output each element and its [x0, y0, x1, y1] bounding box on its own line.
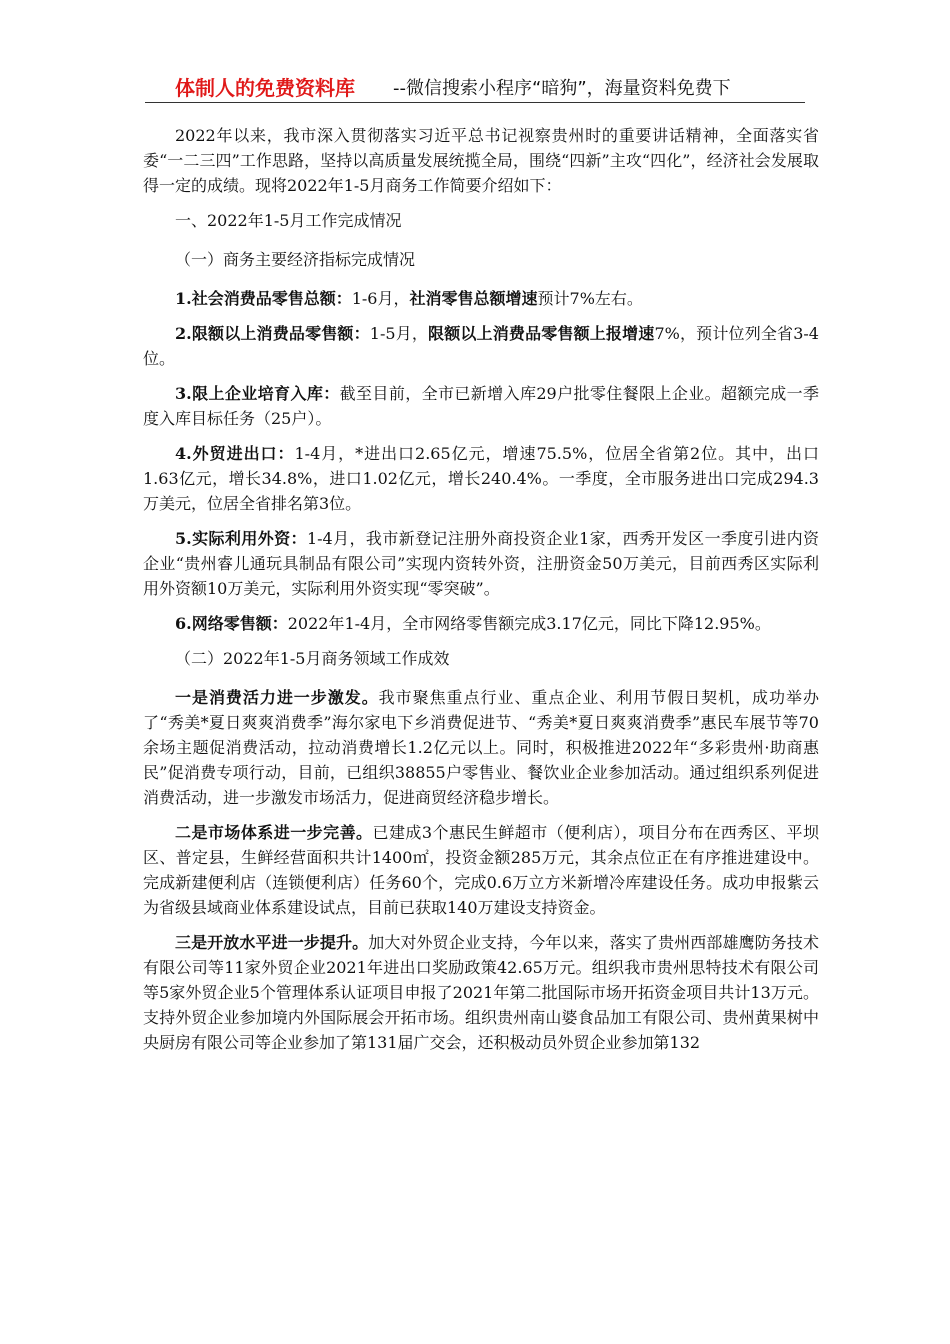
achievement-market-system [143, 820, 819, 920]
site-name: 体制人的免费资料库 [175, 76, 355, 100]
indicator-text: 7%，预计位列全省3-4位。 [143, 324, 819, 368]
achievement-label: 二是市场体系进一步完善。 [175, 823, 373, 842]
indicator-item-online-retail [143, 611, 819, 636]
subsection-title-indicators: （一）商务主要经济指标完成情况 [175, 250, 416, 269]
indicator-text: 截至目前，全市已新增入库29户批零住餐限上企业。超额完成一季度入库目标任务（25户）。 [143, 384, 819, 428]
achievement-consumption [143, 685, 819, 810]
indicator-item-foreign-trade [143, 441, 819, 516]
indicator-text: 1-6月， [351, 289, 410, 308]
achievement-text: 我市聚焦重点行业、重点企业、利用节假日契机，成功举办了“秀美*夏日爽爽消费季”海尔家电下乡消费促进节、“秀美*夏日爽爽消费季”惠民车展节等70余场主题促消费活动，拉动消费增长1.2亿元以上。同时，积极推进2022年“多彩贵州·助商惠民”促消费专项行动，目前，已组织38855户零售业、餐饮业企业参加活动。通过组织系列促进消费活动，进一步激发市场活力，促进商贸经济稳步增长。 [143, 688, 819, 807]
indicator-label: 4.外贸进出口： [175, 444, 295, 463]
indicator-text: 1-4月，我市新登记注册外商投资企业1家，西秀开发区一季度引进内资企业“贵州睿儿通玩具制品有限公司”实现内资转外资，注册资金50万美元，目前西秀区实际利用外资额10万美元，实际利用外资实现“零突破”。 [143, 529, 819, 598]
subsection-title-achievements: （二）2022年1-5月商务领域工作成效 [175, 649, 450, 668]
indicator-item-retail-sales [143, 286, 819, 311]
document-body [143, 123, 819, 1065]
page-header [145, 68, 805, 103]
achievement-opening-up [143, 930, 819, 1055]
indicator-label: 6.网络零售额： [175, 614, 288, 633]
achievement-label: 三是开放水平进一步提升。 [175, 933, 369, 952]
indicator-item-foreign-investment [143, 526, 819, 601]
indicator-bold-text: 社消零售总额增速 [409, 289, 538, 308]
achievement-label: 一是消费活力进一步激发。 [175, 688, 379, 707]
indicator-text: 预计7%左右。 [537, 289, 643, 308]
section-title: 一、2022年1-5月工作完成情况 [175, 211, 402, 230]
indicator-text: 1-4月，*进出口2.65亿元，增速75.5%，位居全省第2位。其中，出口1.63亿元，增长34.8%，进口1.02亿元，增长240.4%。一季度，全市服务进出口完成294.3万美元，位居全省排名第3位。 [143, 444, 819, 513]
indicator-label: 5.实际利用外资： [175, 529, 307, 548]
indicator-text: 2022年1-4月，全市网络零售额完成3.17亿元，同比下降12.95%。 [287, 614, 771, 633]
indicator-bold-text: 限额以上消费品零售额上报增速 [428, 324, 655, 343]
indicator-item-enterprise-cultivation [143, 381, 819, 431]
achievement-text: 已建成3个惠民生鲜超市（便利店），项目分布在西秀区、平坝区、普定县，生鲜经营面积共计1400㎡，投资金额285万元，其余点位正在有序推进建设中。完成新建便利店（连锁便利店）任务60个，完成0.6万立方米新增冷库建设任务。成功申报紫云为省级县域商业体系建设试点，目前已获取140万建设支持资金。 [143, 823, 819, 917]
indicator-label: 2.限额以上消费品零售额： [175, 324, 370, 343]
header-tagline: --微信搜索小程序“暗狗”，海量资料免费下 [393, 78, 731, 99]
indicator-item-above-quota-sales [143, 321, 819, 371]
indicator-text: 1-5月， [369, 324, 429, 343]
intro-paragraph: 2022年以来，我市深入贯彻落实习近平总书记视察贵州时的重要讲话精神，全面落实省委“一二三四”工作思路，坚持以高质量发展统揽全局，围绕“四新”主攻“四化”，经济社会发展取得一定的成绩。现将2022年1-5月商务工作简要介绍如下： [143, 126, 819, 195]
achievement-text: 加大对外贸企业支持，今年以来，落实了贵州西部雄鹰防务技术有限公司等11家外贸企业2021年进出口奖励政策42.65万元。组织我市贵州思特技术有限公司等5家外贸企业5个管理体系认证项目申报了2021年第二批国际市场开拓资金项目共计13万元。支持外贸企业参加境内外国际展会开拓市场。组织贵州南山婆食品加工有限公司、贵州黄果树中央厨房有限公司等企业参加了第131届广交会，还积极动员外贸企业参加第132 [143, 933, 819, 1052]
indicator-label: 3.限上企业培育入库： [175, 384, 340, 403]
indicator-label: 1.社会消费品零售总额： [175, 289, 352, 308]
